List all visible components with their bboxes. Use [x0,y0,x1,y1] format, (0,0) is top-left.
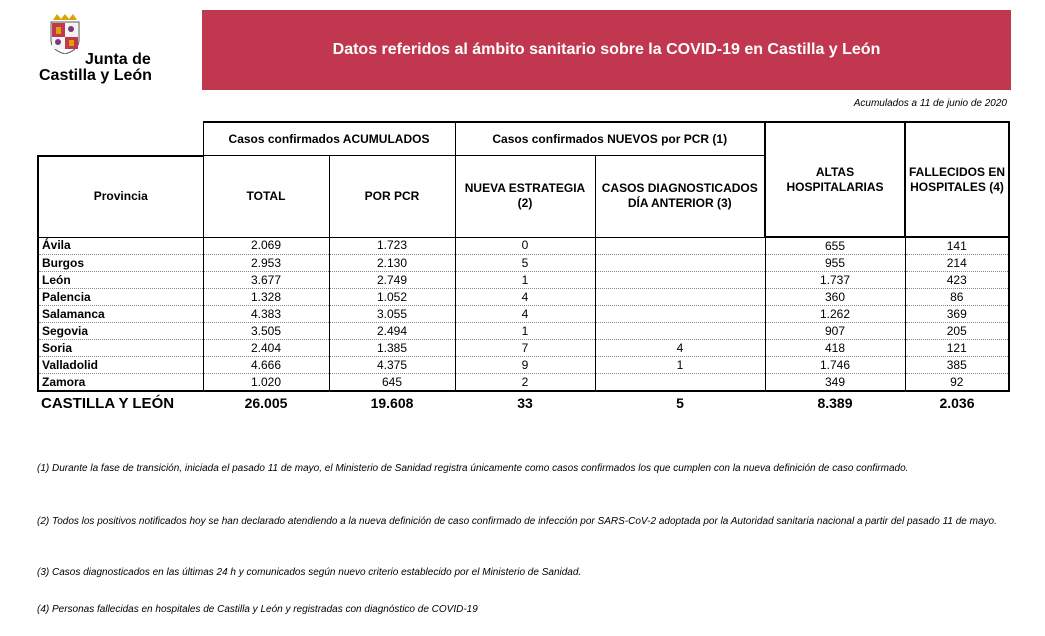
banner-title: Datos referidos al ámbito sanitario sobre la COVID-19 en Castilla y León [332,41,881,58]
cell-nueva: 1 [455,323,595,340]
cell-total: 4.383 [203,306,329,323]
cell-anterior [595,323,765,340]
coat-of-arms-icon [47,14,83,54]
cell-fallecidos: 92 [905,374,1009,392]
cell-total: 2.404 [203,340,329,357]
header-group-acumulados: Casos confirmados ACUMULADOS [203,122,455,156]
cell-altas: 907 [765,323,905,340]
cell-altas: 360 [765,289,905,306]
footnote-3: (3) Casos diagnosticados en las últimas 24 h y comunicados según nuevo criterio establecido por el Ministerio de Sanidad. [37,567,582,578]
total-anterior: 5 [676,394,684,411]
cell-pcr: 1.052 [329,289,455,306]
cell-altas: 349 [765,374,905,392]
cell-total: 4.666 [203,357,329,374]
table-row [38,306,1009,323]
cell-altas: 1.262 [765,306,905,323]
cell-provincia: Palencia [38,289,203,306]
cell-total: 3.505 [203,323,329,340]
cell-fallecidos: 121 [905,340,1009,357]
header-por-pcr: POR PCR [329,156,455,238]
table-row [38,374,1009,392]
cell-nueva: 4 [455,289,595,306]
cell-pcr: 1.385 [329,340,455,357]
cell-anterior [595,237,765,255]
footnote-4: (4) Personas fallecidas en hospitales de Castilla y León y registradas con diagnóstico de COVID-19 [37,604,478,615]
table-row [38,289,1009,306]
cell-total: 2.069 [203,237,329,255]
cell-fallecidos: 214 [905,255,1009,272]
cell-nueva: 4 [455,306,595,323]
cell-anterior [595,272,765,289]
logo-text-line1: Junta de [85,51,151,68]
cell-nueva: 2 [455,374,595,392]
table-row [38,237,1009,255]
cell-anterior [595,306,765,323]
cell-altas: 655 [765,237,905,255]
cell-pcr: 3.055 [329,306,455,323]
cell-fallecidos: 86 [905,289,1009,306]
table-row [38,357,1009,374]
cell-anterior [595,255,765,272]
cell-altas: 418 [765,340,905,357]
cell-altas: 1.737 [765,272,905,289]
cell-pcr: 2.494 [329,323,455,340]
cell-anterior: 4 [595,340,765,357]
header-group-nuevos: Casos confirmados NUEVOS por PCR (1) [455,122,765,156]
total-nueva: 33 [517,394,533,411]
cell-provincia: Burgos [38,255,203,272]
cell-provincia: Ávila [38,237,203,255]
cell-fallecidos: 369 [905,306,1009,323]
cell-provincia: León [38,272,203,289]
cell-total: 3.677 [203,272,329,289]
total-altas: 8.389 [817,394,853,411]
cell-pcr: 2.749 [329,272,455,289]
cell-fallecidos: 385 [905,357,1009,374]
cell-nueva: 0 [455,237,595,255]
table-row [38,272,1009,289]
cell-altas: 1.746 [765,357,905,374]
table-row [38,255,1009,272]
header-nueva-estrategia: NUEVA ESTRATEGIA (2) [455,156,595,238]
header-blank [38,122,203,156]
cell-fallecidos: 423 [905,272,1009,289]
footnote-2: (2) Todos los positivos notificados hoy se han declarado atendiendo a la nueva definición de caso confirmado de infección por SARS-CoV-2 adoptada por la Autoridad sanitaria nacional a partir del pasado 11 de mayo. [37,516,997,527]
total-pcr: 19.608 [370,394,414,411]
junta-logo [36,14,196,86]
cell-pcr: 645 [329,374,455,392]
total-total: 26.005 [244,394,288,411]
cell-provincia: Segovia [38,323,203,340]
cell-nueva: 7 [455,340,595,357]
cell-altas: 955 [765,255,905,272]
cell-provincia: Zamora [38,374,203,392]
header-dia-anterior: CASOS DIAGNOSTICADOS DÍA ANTERIOR (3) [595,156,765,238]
cell-pcr: 1.723 [329,237,455,255]
cell-nueva: 1 [455,272,595,289]
cell-provincia: Soria [38,340,203,357]
footnote-1: (1) Durante la fase de transición, iniciada el pasado 11 de mayo, el Ministerio de Sanidad registra únicamente como casos confirmados los que cumplen con la nueva definición de caso confirmado. [37,463,909,474]
totals-row [38,391,1009,414]
table-row [38,323,1009,340]
header-fallecidos: FALLECIDOS EN HOSPITALES (4) [905,122,1009,237]
logo-text-line2: Castilla y León [39,67,152,84]
cell-pcr: 2.130 [329,255,455,272]
cell-fallecidos: 141 [905,237,1009,255]
cell-anterior [595,374,765,392]
total-provincia: CASTILLA Y LEÓN [41,394,175,412]
cell-anterior: 1 [595,357,765,374]
header-provincia: Provincia [38,156,203,238]
header-total: TOTAL [203,156,329,238]
cell-total: 1.328 [203,289,329,306]
cell-total: 1.020 [203,374,329,392]
cell-pcr: 4.375 [329,357,455,374]
cell-nueva: 5 [455,255,595,272]
cell-anterior [595,289,765,306]
table-row [38,340,1009,357]
cell-provincia: Salamanca [38,306,203,323]
title-banner [202,10,1011,90]
cell-fallecidos: 205 [905,323,1009,340]
cell-nueva: 9 [455,357,595,374]
covid-data-table [37,121,1010,414]
cell-provincia: Valladolid [38,357,203,374]
date-note: Acumulados a 11 de junio de 2020 [853,98,1007,109]
header-altas: ALTAS HOSPITALARIAS [765,122,905,237]
cell-total: 2.953 [203,255,329,272]
total-fallecidos: 2.036 [939,394,975,411]
